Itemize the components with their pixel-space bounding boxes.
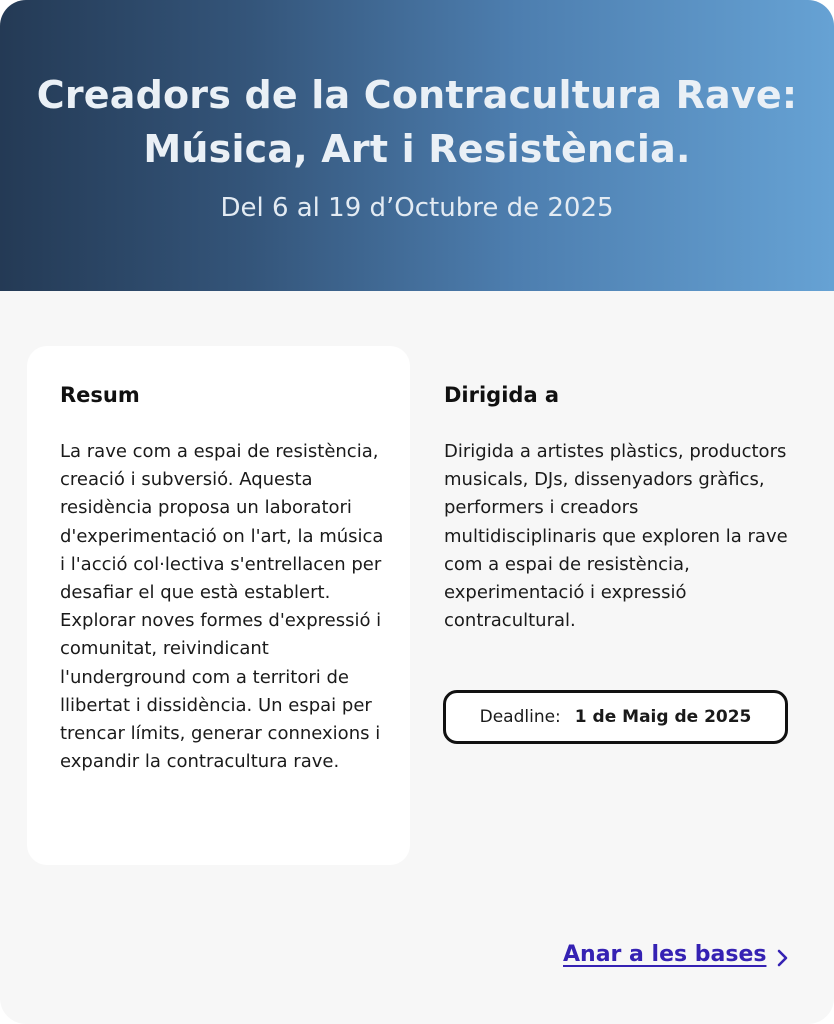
summary-text: La rave com a espai de resistència, creació i subversió. Aquesta residència proposa un laboratori d'experimentació on l'art, la música i l'acció col·lectiva s'entrellacen per desafiar el que està establert. Explorar noves formes d'expressió i comunitat, reivindicant l'underground com a territori de llibertat i dissidència. Un espai per trencar límits, generar connexions i expandir la contracultura rave.	[60, 441, 384, 773]
title-line-1: Creadors de la Contracultura Rave:	[36, 73, 798, 117]
page-title	[20, 68, 814, 176]
deadline-label: Deadline:	[479, 707, 561, 727]
summary-section	[27, 346, 410, 865]
chevron-right-icon	[776, 947, 790, 969]
event-dates: Del 6 al 19 d’Octubre de 2025	[220, 193, 614, 223]
hero-banner	[0, 0, 834, 291]
title-line-2: Música, Art i Resistència.	[143, 127, 691, 171]
audience-heading: Dirigida a	[444, 383, 560, 407]
audience-text: Dirigida a artistes plàstics, productors musicals, DJs, dissenyadors gràfics, performers i creadors multidisciplinaris que exploren la rave com a espai de resistència, experimentació i expressió contracultural.	[444, 441, 788, 632]
bases-link-label: Anar a les bases	[563, 942, 767, 967]
summary-heading: Resum	[60, 383, 140, 407]
deadline-badge	[443, 690, 788, 744]
audience-section	[444, 380, 794, 635]
deadline-value: 1 de Maig de 2025	[574, 707, 752, 727]
bases-link[interactable]	[563, 938, 790, 972]
